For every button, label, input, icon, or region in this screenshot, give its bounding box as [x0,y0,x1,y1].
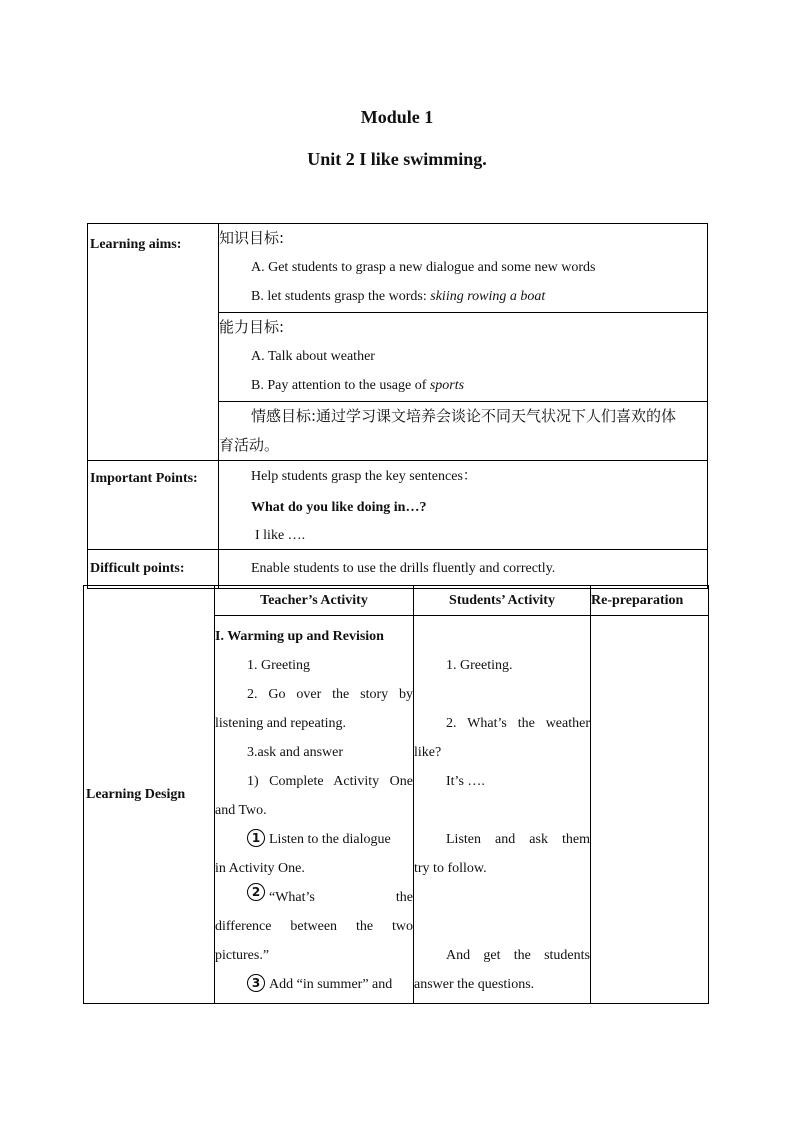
knowledge-aim-b: B. let students grasp the words: skiing rowing a boat [251,289,546,304]
important-point-1: Help students grasp the key sentences： [251,469,477,484]
students-get-1: And get the students [446,948,590,963]
teacher-activity-header: Teacher’s Activity [215,586,414,616]
re-preparation-header: Re-preparation [591,586,709,616]
learning-design-label: Learning Design [84,586,215,1004]
learning-aims-label: Learning aims: [88,224,219,461]
difficult-point-1: Enable students to use the drills fluently and correctly. [251,561,556,576]
students-listen-1: Listen and ask them [446,832,590,847]
teacher-diff-1: 2 “What’s the [215,883,413,912]
students-listen-2: try to follow. [414,861,487,876]
warmup-heading: I. Warming up and Revision [215,629,384,644]
important-points-cell [219,461,708,550]
unit-title: Unit 2 I like swimming. [307,149,487,169]
teacher-go-over-2: listening and repeating. [215,716,347,731]
students-activity-cell [414,616,591,1004]
students-its: It’s …. [446,774,485,789]
students-weather-1: 2. What’s the weather [446,716,590,731]
ability-aim-b: B. Pay attention to the usage of sports [251,378,465,393]
teacher-listen-1: 1 Listen to the dialogue [215,825,413,854]
difficult-points-label: Difficult points: [88,550,219,589]
teacher-add-1: 3 Add “in summer” and [215,970,413,999]
teacher-listen-2: in Activity One. [215,861,305,876]
teacher-ask: 3.ask and answer [247,745,344,760]
design-table [83,585,709,1004]
teacher-complete-1: 1) Complete Activity One [247,774,413,789]
re-preparation-cell [591,616,709,1004]
knowledge-aims-cell [219,224,708,313]
ability-aims-cell [219,313,708,402]
ability-aims-title: 能力目标: [219,318,285,336]
students-greeting: 1. Greeting. [446,658,513,673]
emotion-aim-line1: 情感目标:通过学习课文培养会谈论不同天气状况下人们喜欢的体 [251,407,677,425]
teacher-complete-2: and Two. [215,803,267,818]
important-points-label: Important Points: [88,461,219,550]
students-weather-2: like? [414,745,442,760]
teacher-go-over-1: 2. Go over the story by [247,687,413,702]
teacher-activity-cell [215,616,414,1004]
teacher-diff-2: difference between the two [215,919,413,934]
difficult-points-cell [219,550,708,589]
knowledge-aims-title: 知识目标: [219,229,285,247]
emotion-aims-cell [219,402,708,461]
circled-number-3: 3 [247,974,265,992]
circled-number-1: 1 [247,829,265,847]
students-activity-header: Students’ Activity [414,586,591,616]
circled-number-2: 2 [247,883,265,901]
teacher-diff-3: pictures.” [215,948,270,963]
students-get-2: answer the questions. [414,977,535,992]
emotion-aim-line2: 育活动。 [219,436,280,454]
module-title: Module 1 [360,107,434,127]
knowledge-aim-a: A. Get students to grasp a new dialogue and some new words [251,260,596,275]
teacher-greeting: 1. Greeting [247,658,310,673]
important-point-3: I like …. [255,528,306,543]
important-point-2: What do you like doing in…? [251,500,427,515]
ability-aim-a: A. Talk about weather [251,349,375,364]
aims-table [87,223,708,589]
